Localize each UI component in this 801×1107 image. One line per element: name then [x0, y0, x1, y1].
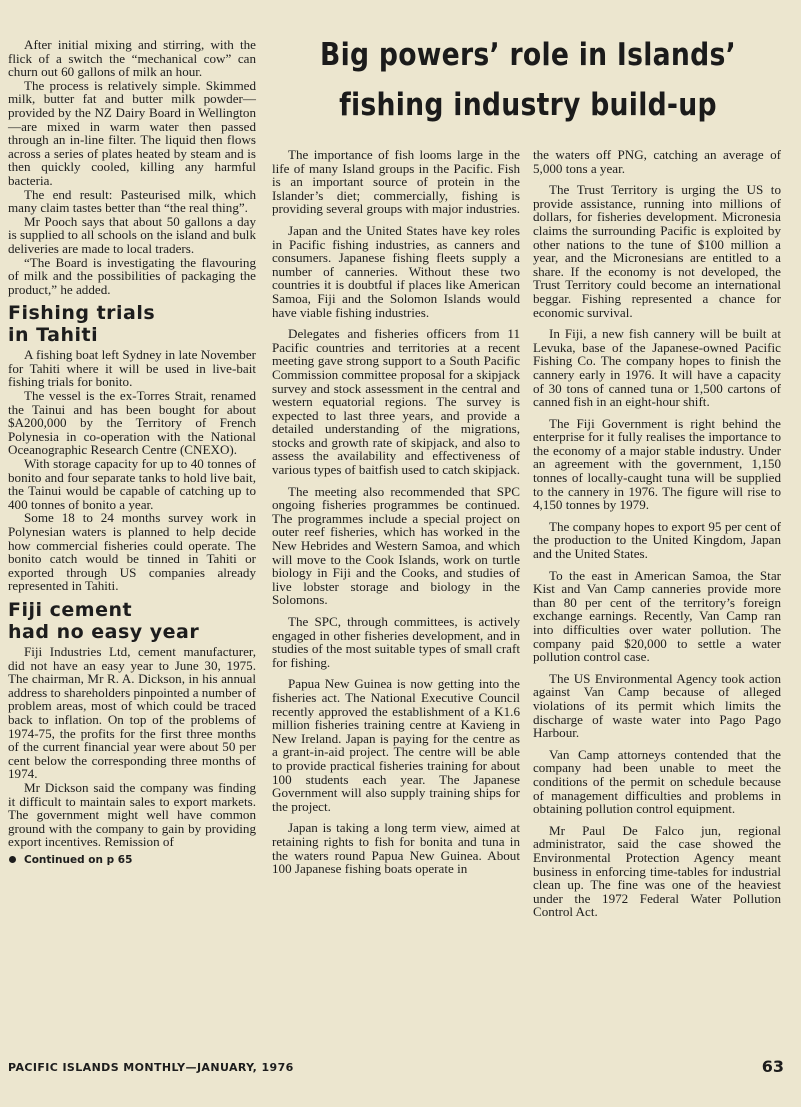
- subheading-fiji-cement: [8, 599, 256, 643]
- paragraph: The vessel is the ex-Torres Strait, renamed the Tainui and has been bought for about $A200,000 by the Territory of French Polynesia in co-operation with the National Oceanographic Research Centre (CNEXO).: [8, 388, 256, 458]
- paragraph: A fishing boat left Sydney in late November for Tahiti where it will be used in live-bait fishing trials for bonito.: [8, 347, 256, 390]
- paragraph: The meeting also recommended that SPC ongoing fisheries programmes be continued. The programmes include a special project on outer reef fisheries, which has worked in the New Hebrides and Western Samoa, and which will move to the Cook Islands, work on turtle biology in Fiji and the Cooks, and studies of live lobster storage and biology in the Solomons.: [272, 483, 520, 608]
- paragraph: Fiji Industries Ltd, cement manufacturer, did not have an easy year to June 30, 1975. The chairman, Mr R. A. Dickson, in his annual address to shareholders pinpointed a number of problem areas, most of which could be traced back to inflation. On top of the problems of 1974-75, the profits for the first three months of the current financial year were about 50 per cent below the corresponding three months of 1974.: [8, 643, 256, 782]
- paragraph: The US Environmental Agency took action against Van Camp because of alleged violations of its permit which limits the discharge of waste water into Pago Pago Harbour.: [533, 670, 781, 741]
- paragraph: Van Camp attorneys contended that the company had been unable to meet the conditions of the permit on schedule because of management difficulties and problems in obtaining pollution control equipment.: [533, 746, 781, 817]
- headline: [304, 30, 751, 130]
- continued-note: [8, 853, 256, 867]
- paragraph: With storage capacity for up to 40 tonnes of bonito and four separate tanks to hold live bait, the Tainui would be capable of catching up to 400 tonnes of bonito a year.: [8, 456, 256, 512]
- paragraph: After initial mixing and stirring, with the flick of a switch the “mechanical cow” can churn out 60 gallons of milk an hour.: [8, 37, 256, 80]
- paragraph: Japan is taking a long term view, aimed at retaining rights to fish for bonita and tuna in the waters round Papua New Guinea. About 100 Japanese fishing boats operate in: [272, 820, 520, 877]
- publication-line: PACIFIC ISLANDS MONTHLY—JANUARY, 1976: [8, 1061, 294, 1074]
- paragraph: The Fiji Government is right behind the enterprise for it fully realises the importance to the economy of a major stable industry. Under an agreement with the government, 1,150 tonnes of locally-caught tuna will be supplied to the cannery in 1976. The figure will rise to 4,150 tonnes by 1979.: [533, 415, 781, 513]
- paragraph: The Trust Territory is urging the US to provide assistance, running into millions of dollars, for fisheries development. Micronesia claims the surrounding Pacific is exploited by other nations to the tune of $100 million a year, and the Micronesians are entitled to a share. If the economy is not developed, the Trust Territory could become an international beggar. Fishing represented a chance for economic survival.: [533, 182, 781, 320]
- column-left: [8, 38, 256, 867]
- subheading-line: Fiji cement: [8, 598, 133, 621]
- bullet-icon: [9, 856, 16, 863]
- paragraph: The company hopes to export 95 per cent of the production to the United Kingdom, Japan and the United States.: [533, 518, 781, 562]
- page-number: 63: [761, 1057, 784, 1076]
- paragraph: To the east in American Samoa, the Star Kist and Van Camp canneries provide more than 80 per cent of the territory’s foreign exchange earnings. Recently, Van Camp ran into difficulties over water pollution. The company paid $20,000 to settle a water pollution control case.: [533, 567, 781, 665]
- page-footer: [8, 1058, 784, 1076]
- headline-line-2: fishing industry build-up: [339, 87, 717, 123]
- continued-text: Continued on p 65: [24, 853, 133, 866]
- paragraph: “The Board is investigating the flavouring of milk and the possibilities of packaging the product,” he added.: [8, 254, 256, 297]
- paragraph: Delegates and fisheries officers from 11 Pacific countries and territories at a recent meeting gave strong support to a South Pacific Commission committee proposal for a skipjack survey and stock assessment in the central and western equatorial regions. The survey is expected to last three years, and provide a detailed understanding of the migrations, stocks and growth rate of skipjack, and also to assess the availability and effectiveness of various types of baitfish used to catch skipjack.: [272, 326, 520, 478]
- paragraph: Mr Dickson said the company was finding it difficult to maintain sales to export markets. The government might well have common ground with the company to gain by providing export incentives. Remission of: [8, 779, 256, 850]
- paragraph: The SPC, through committees, is actively engaged in other fisheries development, and in studies of the most suitable types of small craft for fishing.: [272, 614, 520, 670]
- subheading-line: Fishing trials: [8, 302, 156, 325]
- paragraph: The importance of fish looms large in the life of many Island groups in the Pacific. Fish is an important source of protein in the Islander’s diet; commercially, fishing is providing several groups with major industries.: [272, 147, 521, 217]
- subheading-fishing-trials: [8, 302, 256, 346]
- column-middle: [272, 148, 520, 876]
- subheading-line: had no easy year: [8, 620, 200, 643]
- column-right: [533, 148, 781, 919]
- subheading-line: in Tahiti: [8, 324, 99, 347]
- paragraph: The end result: Pasteurised milk, which many claim tastes better than “the real thing”.: [8, 186, 256, 216]
- paragraph: Some 18 to 24 months survey work in Polynesian waters is planned to help decide how commercial fisheries could operate. The bonito catch would be tinned in Tahiti or exported through US companies already represented in Tahiti.: [8, 510, 256, 594]
- paragraph: Mr Pooch says that about 50 gallons a day is supplied to all schools on the island and bulk deliveries are made to local traders.: [8, 213, 256, 256]
- paragraph: Mr Paul De Falco jun, regional administrator, said the case showed the Environmental Protection Agency meant business in enforcing time-tables for industrial clean up. The fine was one of the heaviest under the 1972 Federal Water Pollution Control Act.: [533, 822, 781, 920]
- paragraph: The process is relatively simple. Skimmed milk, butter fat and butter milk powder—provided by the NZ Dairy Board in Wellington—are mixed in warm water then passed through an in-line filter. The liquid then flows across a series of plates heated by steam and is then quickly cooled, killing any harmful bacteria.: [8, 77, 256, 188]
- paragraph: Papua New Guinea is now getting into the fisheries act. The National Executive Council recently approved the establishment of a K1.6 million fisheries training centre at Kavieng in New Ireland. Japan is paying for the centre as a grant-in-aid project. The centre will be able to provide practical fisheries training for about 100 students each year. The Japanese Government will also supply training ships for the project.: [272, 676, 520, 814]
- paragraph: In Fiji, a new fish cannery will be built at Levuka, base of the Japanese-owned Pacific Fishing Co. The company hopes to finish the cannery early in 1976. It will have a capacity of 30 tons of canned tuna or 1,500 cartons of canned fish in an eight-hour shift.: [533, 326, 781, 410]
- paragraph: Japan and the United States have key roles in Pacific fishing industries, as canners and consumers. Japanese fishing fleets supply a number of canneries. Without these two countries it is doubtful if places like American Samoa, Fiji and the Solomon Islands would have viable fishing industries.: [272, 222, 520, 320]
- headline-line-1: Big powers’ role in Islands’: [320, 37, 736, 73]
- paragraph: the waters off PNG, catching an average of 5,000 tons a year.: [533, 147, 781, 176]
